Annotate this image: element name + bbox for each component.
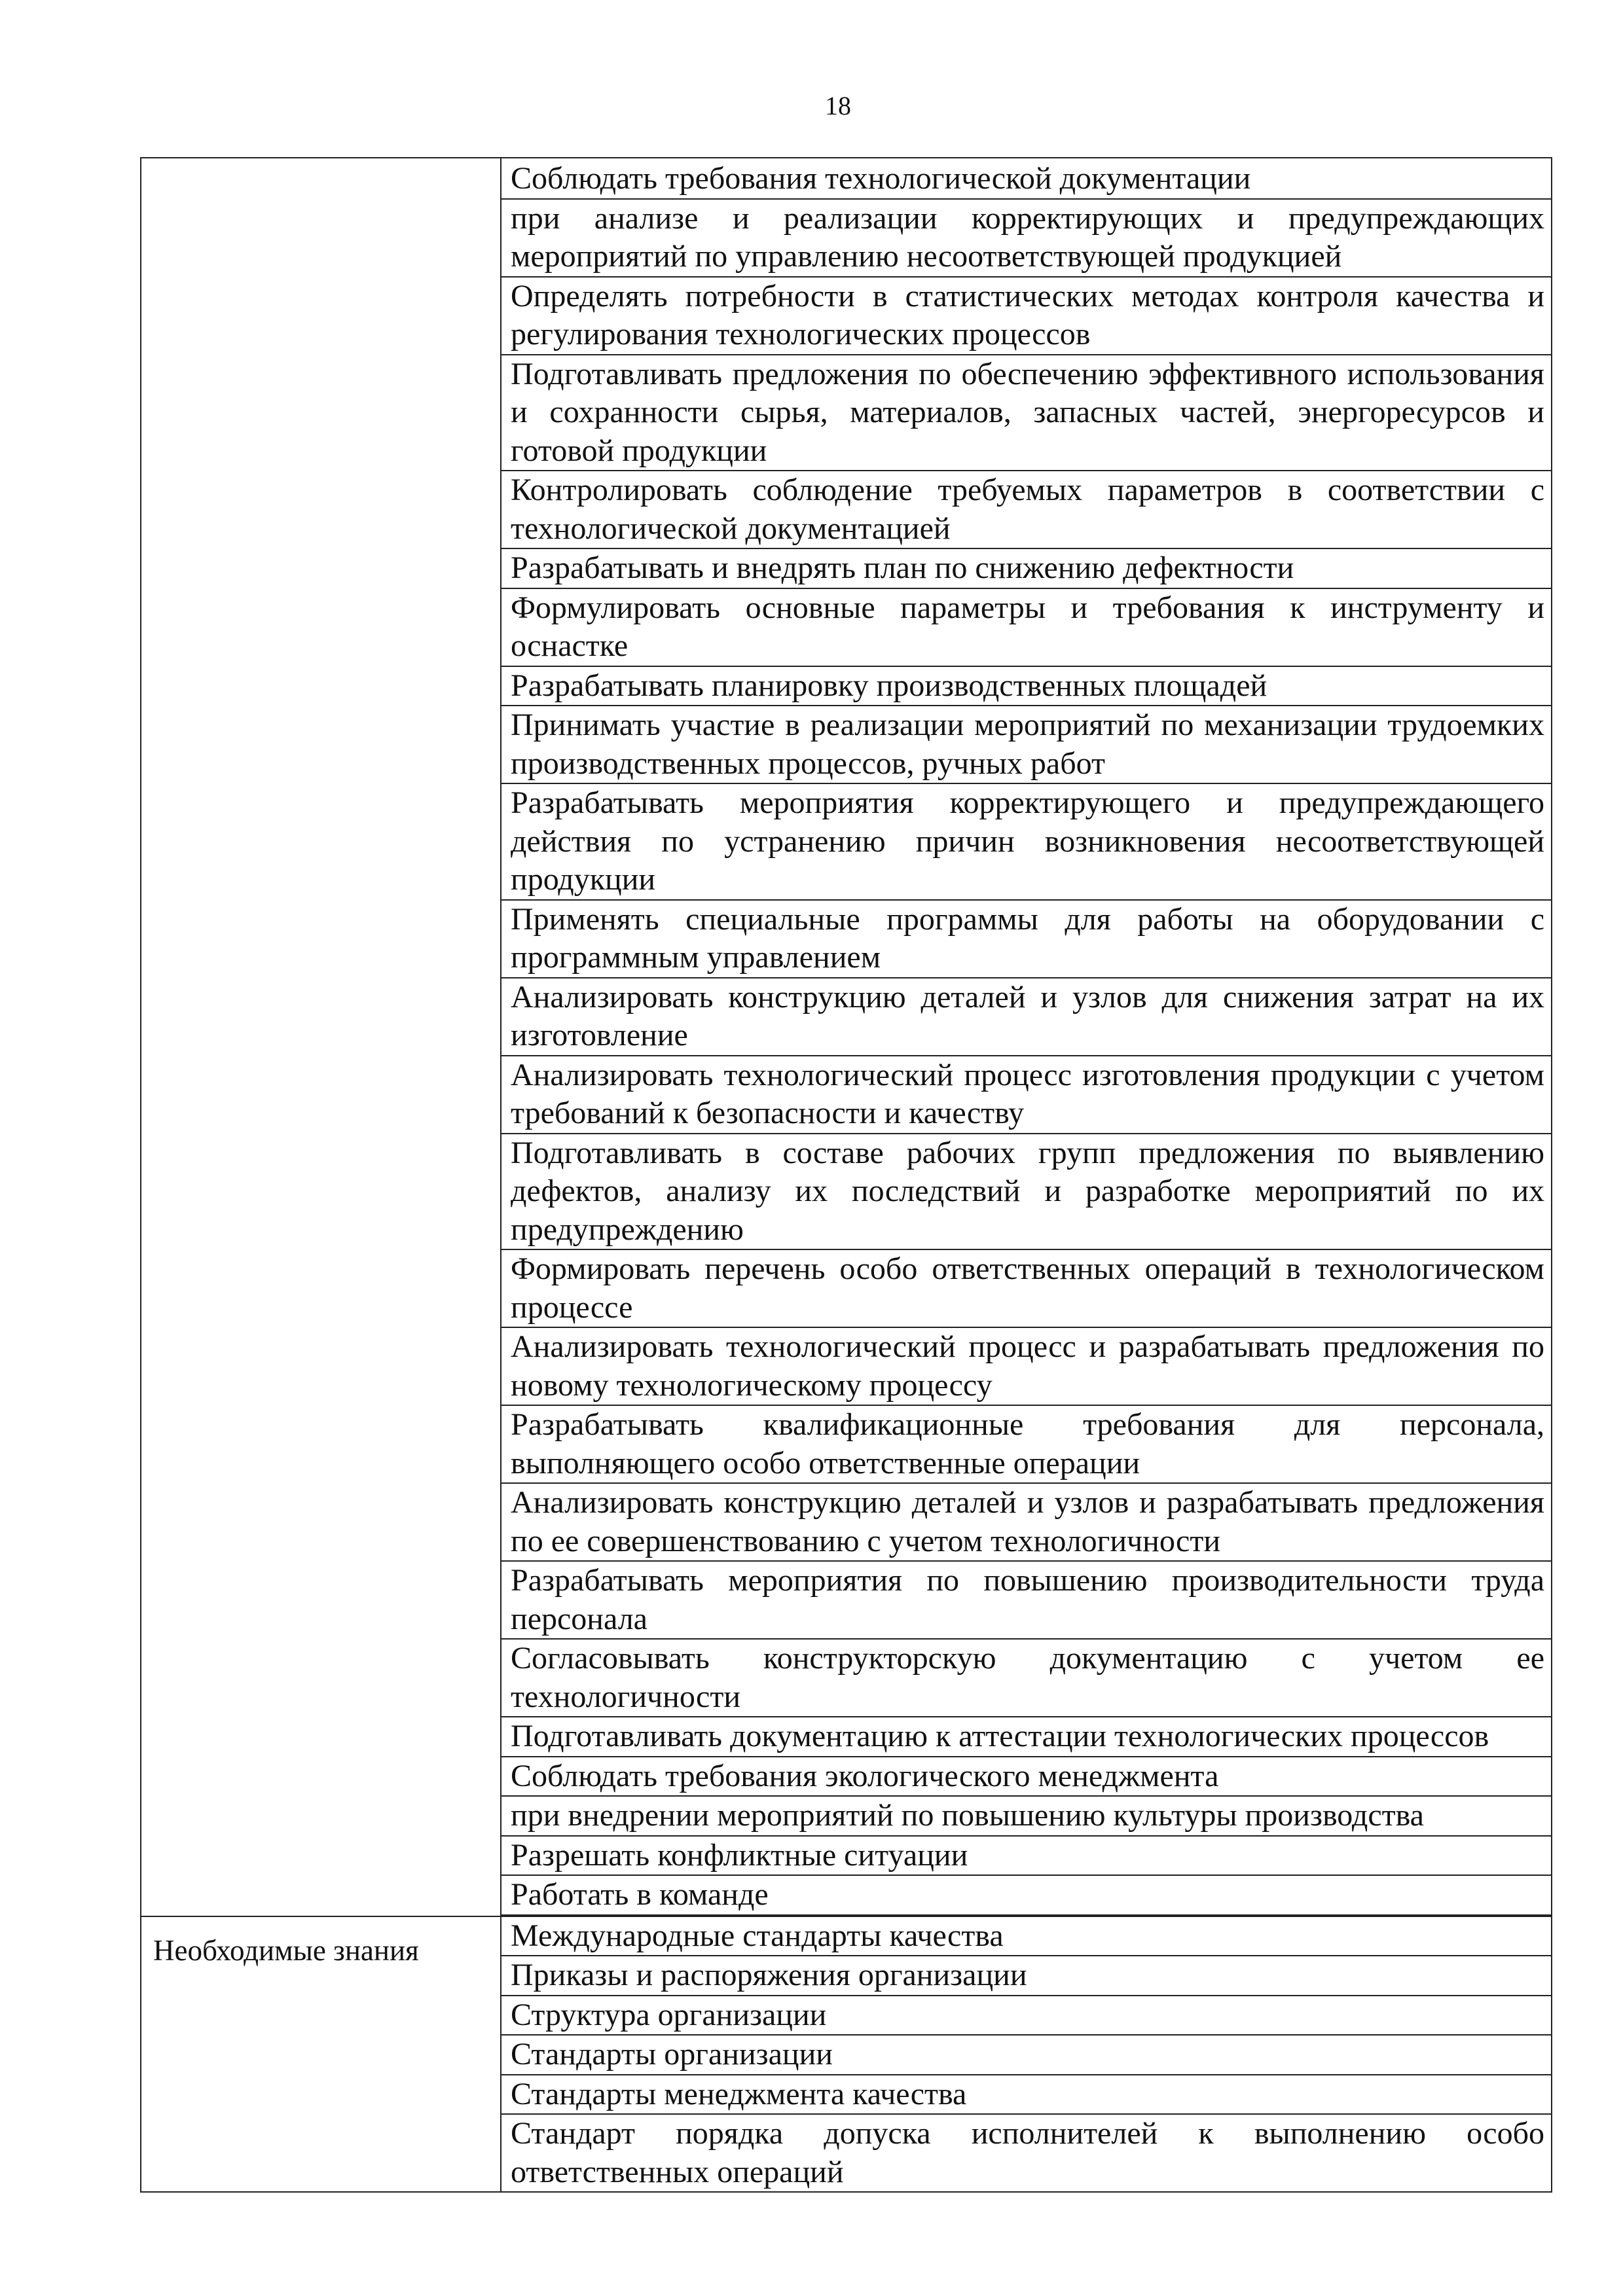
list-item: Разрабатывать планировку производственных площадей bbox=[501, 667, 1551, 707]
page-number: 18 bbox=[825, 91, 851, 120]
knowledge-row bbox=[141, 1916, 1552, 2193]
list-item: Разрабатывать мероприятия по повышению производительности труда персонала bbox=[501, 1562, 1551, 1640]
list-item: Стандарты организации bbox=[501, 2036, 1551, 2075]
list-item: Согласовывать конструкторскую документацию с учетом ее технологичности bbox=[501, 1640, 1551, 1717]
list-item: Применять специальные программы для работы на оборудовании с программным управлением bbox=[501, 901, 1551, 978]
list-item: Подготавливать документацию к аттестации технологических процессов bbox=[501, 1717, 1551, 1757]
list-item: Стандарты менеджмента качества bbox=[501, 2075, 1551, 2115]
requirements-table bbox=[140, 157, 1552, 2193]
list-item: Формулировать основные параметры и требования к инструменту и оснастке bbox=[501, 589, 1551, 667]
list-item: Международные стандарты качества bbox=[501, 1917, 1551, 1957]
skills-label-cell bbox=[141, 158, 501, 1916]
list-item: Анализировать конструкцию деталей и узлов для снижения затрат на их изготовление bbox=[501, 978, 1551, 1056]
list-item: Подготавливать предложения по обеспечению эффективного использования и сохранности сырья, материалов, запасных частей, энергоресурсов и готовой продукции bbox=[501, 355, 1551, 472]
list-item: Анализировать технологический процесс и разрабатывать предложения по новому технологическому процессу bbox=[501, 1328, 1551, 1406]
list-item: Приказы и распоряжения организации bbox=[501, 1956, 1551, 1996]
knowledge-label: Необходимые знания bbox=[141, 1916, 501, 2193]
list-item: Соблюдать требования технологической документации bbox=[501, 160, 1551, 200]
list-item: Разрешать конфликтные ситуации bbox=[501, 1837, 1551, 1876]
list-item: Соблюдать требования экологического менеджмента bbox=[501, 1757, 1551, 1797]
list-item: Стандарт порядка допуска исполнителей к выполнению особо ответственных операций bbox=[511, 2116, 1544, 2189]
list-item: Принимать участие в реализации мероприятий по механизации трудоемких производственных процессов, ручных работ bbox=[501, 706, 1551, 784]
knowledge-items-cell bbox=[501, 1916, 1552, 2193]
list-item: Подготавливать в составе рабочих групп предложения по выявлению дефектов, анализу их последствий и разработке мероприятий по их предупреждению bbox=[501, 1134, 1551, 1251]
list-item: Анализировать конструкцию деталей и узлов и разрабатывать предложения по ее совершенствованию с учетом технологичности bbox=[501, 1484, 1551, 1562]
list-item: Контролировать соблюдение требуемых параметров в соответствии с технологической документацией bbox=[501, 471, 1551, 549]
skills-row bbox=[141, 158, 1552, 1916]
list-item: Формировать перечень особо ответственных операций в технологическом процессе bbox=[501, 1250, 1551, 1328]
knowledge-list bbox=[501, 1917, 1551, 2192]
list-item: Разрабатывать и внедрять план по снижению дефектности bbox=[501, 549, 1551, 589]
list-item: при анализе и реализации корректирующих и предупреждающих мероприятий по управлению несоответствующей продукцией bbox=[501, 200, 1551, 278]
skills-list bbox=[501, 158, 1551, 1916]
list-item: Структура организации bbox=[501, 1996, 1551, 2036]
skills-items-cell bbox=[501, 158, 1552, 1916]
list-item: при внедрении мероприятий по повышению культуры производства bbox=[501, 1797, 1551, 1837]
list-item: Работать в команде bbox=[501, 1876, 1551, 1916]
list-item: Определять потребности в статистических методах контроля качества и регулирования технологических процессов bbox=[501, 278, 1551, 355]
list-item: Разрабатывать квалификационные требования для персонала, выполняющего особо ответственные операции bbox=[501, 1406, 1551, 1484]
list-item: Анализировать технологический процесс изготовления продукции с учетом требований к безопасности и качеству bbox=[501, 1056, 1551, 1134]
list-item: Разрабатывать мероприятия корректирующего и предупреждающего действия по устранению причин возникновения несоответствующей продукции bbox=[501, 784, 1551, 901]
